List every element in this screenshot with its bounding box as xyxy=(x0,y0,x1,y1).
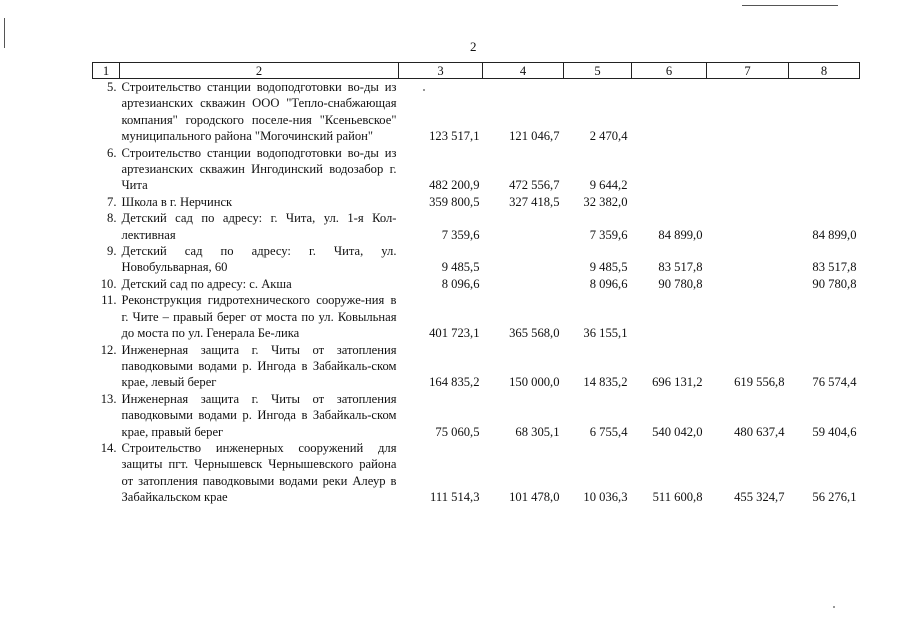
value-col5: 2 470,4 xyxy=(589,129,628,144)
value-col4: 150 000,0 xyxy=(509,375,560,390)
table-row xyxy=(93,391,860,440)
value-col6 xyxy=(632,79,707,145)
value-col5: 7 359,6 xyxy=(589,227,628,242)
value-col8 xyxy=(789,145,860,194)
value-col8: 59 404,6 xyxy=(812,424,857,439)
value-col3: 75 060,5 xyxy=(435,424,480,439)
value-col6: 696 131,2 xyxy=(652,375,703,390)
project-name: Строительство станции водоподготовки во-ды из артезианских скважин ООО "Тепло-снабжающая компания" городского поселе-ния "Ксеньевское" муниципального района "Могочинский район" xyxy=(121,80,397,144)
table-row xyxy=(93,243,860,276)
row-number: 14. xyxy=(100,440,117,455)
value-col3: 8 096,6 xyxy=(441,276,480,291)
header-cell: 1 xyxy=(93,63,120,79)
value-col7 xyxy=(707,79,789,145)
value-col5: 9 485,5 xyxy=(589,260,628,275)
value-col3: 164 835,2 xyxy=(429,375,480,390)
value-col6: 83 517,8 xyxy=(658,260,703,275)
value-col3: 9 485,5 xyxy=(441,260,480,275)
value-col4: 365 568,0 xyxy=(509,326,560,341)
row-number: 10. xyxy=(100,276,117,291)
row-number: 13. xyxy=(100,391,117,406)
value-col7: 455 324,7 xyxy=(734,490,785,505)
value-col3: 111 514,3 xyxy=(430,490,480,505)
row-number: 11. xyxy=(101,293,117,308)
value-col7 xyxy=(707,243,789,276)
value-col7: 619 556,8 xyxy=(734,375,785,390)
header-cell: 8 xyxy=(789,63,860,79)
value-col3: 482 200,9 xyxy=(429,178,480,193)
value-col5: 14 835,2 xyxy=(583,375,628,390)
header-cell: 5 xyxy=(564,63,632,79)
value-col3: 359 800,5 xyxy=(429,194,480,209)
value-col7 xyxy=(707,194,789,210)
project-name: Школа в г. Нерчинск xyxy=(121,194,233,209)
row-number: 12. xyxy=(100,342,117,357)
value-col4: 101 478,0 xyxy=(509,490,560,505)
value-col6: 90 780,8 xyxy=(658,276,703,291)
project-name: Реконструкция гидротехнического сооруже-ния в г. Чите – правый берег от моста по ул. Ковыльная до моста по ул. Генерала Бе-лика xyxy=(121,293,397,341)
value-col5: 9 644,2 xyxy=(589,178,628,193)
table-row xyxy=(93,440,860,506)
header-cell: 6 xyxy=(632,63,707,79)
table-row xyxy=(93,292,860,341)
value-col6: 511 600,8 xyxy=(652,490,703,505)
page-number: 2 xyxy=(470,39,477,54)
value-col8: 84 899,0 xyxy=(812,227,857,242)
project-name: Детский сад по адресу: г. Чита, ул. 1-я Кол-лективная xyxy=(121,211,397,242)
value-col4 xyxy=(483,243,564,276)
table-row xyxy=(93,210,860,243)
value-col5: 10 036,3 xyxy=(583,490,628,505)
value-col8: 83 517,8 xyxy=(812,260,857,275)
value-col6 xyxy=(632,292,707,341)
value-col6 xyxy=(632,145,707,194)
header-cell: 7 xyxy=(707,63,789,79)
header-cell: 3 xyxy=(399,63,483,79)
value-col8: 76 574,4 xyxy=(812,375,857,390)
row-number: 5. xyxy=(107,80,117,94)
value-col4: 121 046,7 xyxy=(509,129,560,144)
value-col5: 36 155,1 xyxy=(583,326,628,341)
data-table xyxy=(92,62,860,506)
project-name: Детский сад по адресу: г. Чита, ул. Новобульварная, 60 xyxy=(121,244,397,275)
value-col7 xyxy=(707,276,789,292)
project-name: Строительство инженерных сооружений для защиты пгт. Чернышевск Чернышевского района от затопления паводковыми водами реки Алеур в Забайкальском крае xyxy=(121,440,397,505)
row-number: 6. xyxy=(107,145,117,160)
value-col7 xyxy=(707,145,789,194)
row-number: 8. xyxy=(107,211,117,226)
value-col7 xyxy=(707,210,789,243)
table-row xyxy=(93,276,860,292)
value-col8 xyxy=(789,194,860,210)
value-col6: 540 042,0 xyxy=(652,424,703,439)
value-col4 xyxy=(483,210,564,243)
row-number: 9. xyxy=(107,244,117,259)
value-col3: 7 359,6 xyxy=(441,227,480,242)
value-col4: 472 556,7 xyxy=(509,178,560,193)
header-cell: 2 xyxy=(120,63,399,79)
table-row xyxy=(93,194,860,210)
value-col8 xyxy=(789,292,860,341)
value-col4 xyxy=(483,276,564,292)
value-col3: 401 723,1 xyxy=(429,326,480,341)
project-name: Инженерная защита г. Читы от затопления паводковыми водами р. Ингода в Забайкаль-ском крае, левый берег xyxy=(121,342,397,390)
table-row xyxy=(93,342,860,391)
scan-speck xyxy=(423,89,425,91)
scan-margin-line xyxy=(4,18,5,48)
header-row xyxy=(93,63,860,79)
scan-top-line xyxy=(742,5,838,6)
value-col5: 6 755,4 xyxy=(589,424,628,439)
value-col4: 68 305,1 xyxy=(515,424,560,439)
value-col7: 480 637,4 xyxy=(734,424,785,439)
value-col8 xyxy=(789,79,860,145)
value-col6: 84 899,0 xyxy=(658,227,703,242)
value-col5: 32 382,0 xyxy=(583,194,628,209)
row-number: 7. xyxy=(107,194,117,209)
value-col7 xyxy=(707,292,789,341)
table-row xyxy=(93,79,860,145)
header-cell: 4 xyxy=(483,63,564,79)
value-col8: 90 780,8 xyxy=(812,276,857,291)
value-col3: 123 517,1 xyxy=(429,129,480,144)
scan-speck xyxy=(833,606,835,608)
table-row xyxy=(93,145,860,194)
project-name: Инженерная защита г. Читы от затопления паводковыми водами р. Ингода в Забайкаль-ском крае, правый берег xyxy=(121,391,397,439)
value-col6 xyxy=(632,194,707,210)
value-col4: 327 418,5 xyxy=(509,194,560,209)
project-name: Строительство станции водоподготовки во-ды из артезианских скважин Ингодинский водозабор г. Чита xyxy=(121,145,397,193)
value-col8: 56 276,1 xyxy=(812,490,857,505)
value-col5: 8 096,6 xyxy=(589,276,628,291)
project-name: Детский сад по адресу: с. Акша xyxy=(121,276,292,291)
